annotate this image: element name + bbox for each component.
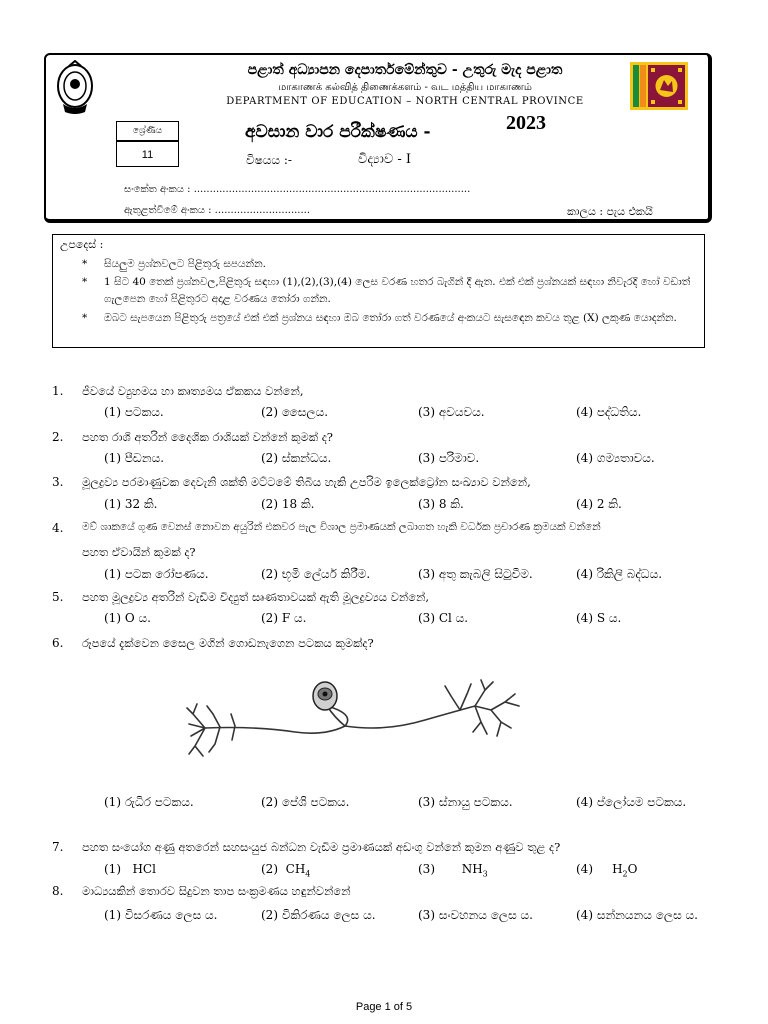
subject-label: විෂයය :- bbox=[246, 153, 292, 167]
answer-option: (4) සන්නයනය ලෙස ය. bbox=[576, 908, 698, 922]
answer-option: (3) අතු කැබලි සිටුවීම. bbox=[418, 567, 533, 581]
index-number-field: ඇතුළත්වීමේ අංකය : .............................. bbox=[124, 205, 311, 216]
question-text-continued: පහත ඒවායින් කුමක් ද? bbox=[82, 545, 196, 559]
answer-option: (1) 32 කි. bbox=[104, 497, 158, 511]
answer-option bbox=[418, 862, 488, 878]
option-number: (3) bbox=[418, 862, 435, 876]
department-title-english: DEPARTMENT OF EDUCATION – NORTH CENTRAL PROVINCE bbox=[226, 96, 584, 107]
answer-option: (4) ප්ලෝයම පටකය. bbox=[576, 795, 687, 809]
answer-option: (4) පද්ධතිය. bbox=[576, 405, 642, 419]
answer-option: (1) පටක රෝපණය. bbox=[104, 567, 209, 581]
grade-value: 11 bbox=[116, 141, 179, 167]
answer-option bbox=[261, 862, 310, 878]
question-text: මව් ශාකයේ ගුණ වෙනස් නොවන අයුරින් එකවර පැල විශාල ප්‍රමාණයක් ලබාගත හැකි වර්ධක ප්‍රචාරණ ක්‍රමයක් වන්නේ bbox=[82, 521, 601, 533]
school-crest-icon bbox=[55, 60, 95, 120]
formula-h2o: H bbox=[612, 862, 623, 876]
formula-hcl: HCl bbox=[132, 862, 156, 876]
answer-option: (2) F ය. bbox=[261, 611, 307, 625]
answer-option: (2) සෛලය. bbox=[261, 405, 329, 419]
answer-option: (1) පීඩනය. bbox=[104, 451, 165, 465]
answer-option: (2) භූමි ලේයර් කිරීම. bbox=[261, 567, 371, 581]
formula-h2o-oxygen: O bbox=[627, 862, 638, 876]
question-text: රූපයේ දැක්වෙන සෛල මගින් ගොඩනැගෙන පටකය කුමක්ද? bbox=[82, 636, 374, 650]
department-title-tamil: மாகாணக் கல்வித் திணைக்களம் - வட மத்திய மாகாணம் bbox=[278, 82, 532, 93]
department-title-sinhala: පළාත් අධ්‍යාපන දෙපාර්තමේන්තුව - උතුරු මැද පළාත bbox=[247, 62, 563, 78]
answer-option: (1) O ය. bbox=[104, 611, 151, 625]
exam-year: 2023 bbox=[506, 112, 546, 134]
question-number: 2. bbox=[52, 430, 64, 444]
answer-option: (3) ස්නායු පටකය. bbox=[418, 795, 513, 809]
question-number: 1. bbox=[52, 384, 64, 398]
question-text: මූලද්‍රව්‍ය පරමාණුවක දෙවැනි ශක්ති මට්ටමේ තිබිය හැකි උපරිම ඉලෙක්ට්‍රෝන සංඛ්‍යාව වන්නේ, bbox=[82, 475, 531, 489]
question-number: 5. bbox=[52, 590, 64, 604]
answer-option: (2) විකිරණය ලෙස ය. bbox=[261, 908, 376, 922]
answer-option bbox=[104, 862, 156, 876]
formula-subscript: 3 bbox=[482, 869, 488, 879]
instruction-text: ඔබට සැපයෙන පිළිතුරු පත්‍රයේ එක් එක් ප්‍රශ්නය සඳහා ඔබ තෝරා ගත් වරණයේ අංකයට සැසඳෙන කවය තුළ (X) ලකුණ යොදන්න. bbox=[104, 312, 677, 324]
answer-option: (3) Cl ය. bbox=[418, 611, 469, 625]
time-allowed: කාලය : පැය එකයි bbox=[567, 205, 653, 218]
instruction-text: සියලුම ප්‍රශ්නවලට පිළිතුරු සපයන්න. bbox=[104, 258, 266, 270]
asterisk-bullet-icon: * bbox=[82, 312, 88, 324]
answer-option: (3) සංවහනය ලෙස ය. bbox=[418, 908, 533, 922]
asterisk-bullet-icon: * bbox=[82, 258, 88, 270]
formula-nh3: NH bbox=[461, 862, 483, 876]
formula-ch4: CH bbox=[285, 862, 306, 876]
question-text: මාධ්‍යයකින් තොරව සිදුවන තාප සංක්‍රමණය හඳුන්වන්නේ bbox=[82, 884, 351, 898]
answer-option: (3) අවයවය. bbox=[418, 405, 485, 419]
code-number-field: සංකේත අංකය : ....................................................................................... bbox=[124, 184, 471, 195]
grade-label: ශ්‍රේණිය bbox=[116, 121, 179, 141]
formula-subscript: 2 bbox=[622, 869, 628, 879]
answer-option: (1) විසරණය ලෙස ය. bbox=[104, 908, 218, 922]
answer-option: (4) 2 කි. bbox=[576, 497, 622, 511]
question-number: 6. bbox=[52, 636, 64, 650]
exam-title: අවසාන වාර පරීක්ෂණය - bbox=[245, 122, 431, 142]
answer-option: (3) පරිමාව. bbox=[418, 451, 480, 465]
answer-option: (3) 8 කි. bbox=[418, 497, 464, 511]
subject-value: විද්‍යාව - I bbox=[358, 152, 411, 167]
instructions-title: උපදෙස් : bbox=[60, 238, 104, 251]
answer-option: (2) ස්කන්ධය. bbox=[261, 451, 332, 465]
question-number: 8. bbox=[52, 884, 64, 898]
answer-option: (2) පේශි පටකය. bbox=[261, 795, 350, 809]
question-text: පහත මූලද්‍රව්‍ය අතරින් වැඩිම විද්‍යුත් සෘණතාවයක් ඇති මූලද්‍රව්‍යය වන්නේ, bbox=[82, 590, 430, 604]
question-number: 4. bbox=[52, 521, 64, 535]
question-text: පහත සංයෝග අණු අතරෙන් සහසංයුජ බන්ධන වැඩිම ප්‍රමාණයක් අඩංගු වන්නේ කුමන අණුව තුළ ද? bbox=[82, 840, 561, 854]
option-number: (2) bbox=[261, 862, 278, 876]
formula-subscript: 4 bbox=[305, 869, 311, 879]
question-text: පහත රාශි අතරින් දෛශික රාශියක් වන්නේ කුමක් ද? bbox=[82, 430, 333, 444]
answer-option: (4) රිකිලි බද්ධය. bbox=[576, 567, 663, 581]
instruction-text: 1 සිට 40 තෙක් ප්‍රශ්නවල,පිළිතුරු සඳහා (1),(2),(3),(4) ලෙස වරණ හතර බැගින් දී ඇත. එක් එක් ප්‍රශ්නයක් සඳහා නිවැරදි හෝ වඩාත් ගැලපෙන හෝ පිළිතුරට අදාළ වරණය තෝරා ගන්න. bbox=[104, 276, 691, 305]
answer-option: (4) ගම්‍යතාවය. bbox=[576, 451, 655, 465]
neuron-cell-diagram-icon bbox=[185, 666, 550, 766]
answer-option bbox=[576, 862, 637, 878]
question-number: 7. bbox=[52, 840, 64, 854]
asterisk-bullet-icon: * bbox=[82, 276, 88, 288]
answer-option: (2) 18 කි. bbox=[261, 497, 315, 511]
answer-option: (1) රුධිර පටකය. bbox=[104, 795, 194, 809]
answer-option: (1) පටකය. bbox=[104, 405, 164, 419]
question-number: 3. bbox=[52, 475, 64, 489]
page-number: Page 1 of 5 bbox=[355, 1001, 413, 1013]
question-text: ජීවයේ ව්‍යුහමය හා කෘත්‍යමය ඒකකය වන්නේ, bbox=[82, 384, 304, 398]
option-number: (1) bbox=[104, 862, 121, 876]
answer-option: (4) S ය. bbox=[576, 611, 622, 625]
option-number: (4) bbox=[576, 862, 593, 876]
